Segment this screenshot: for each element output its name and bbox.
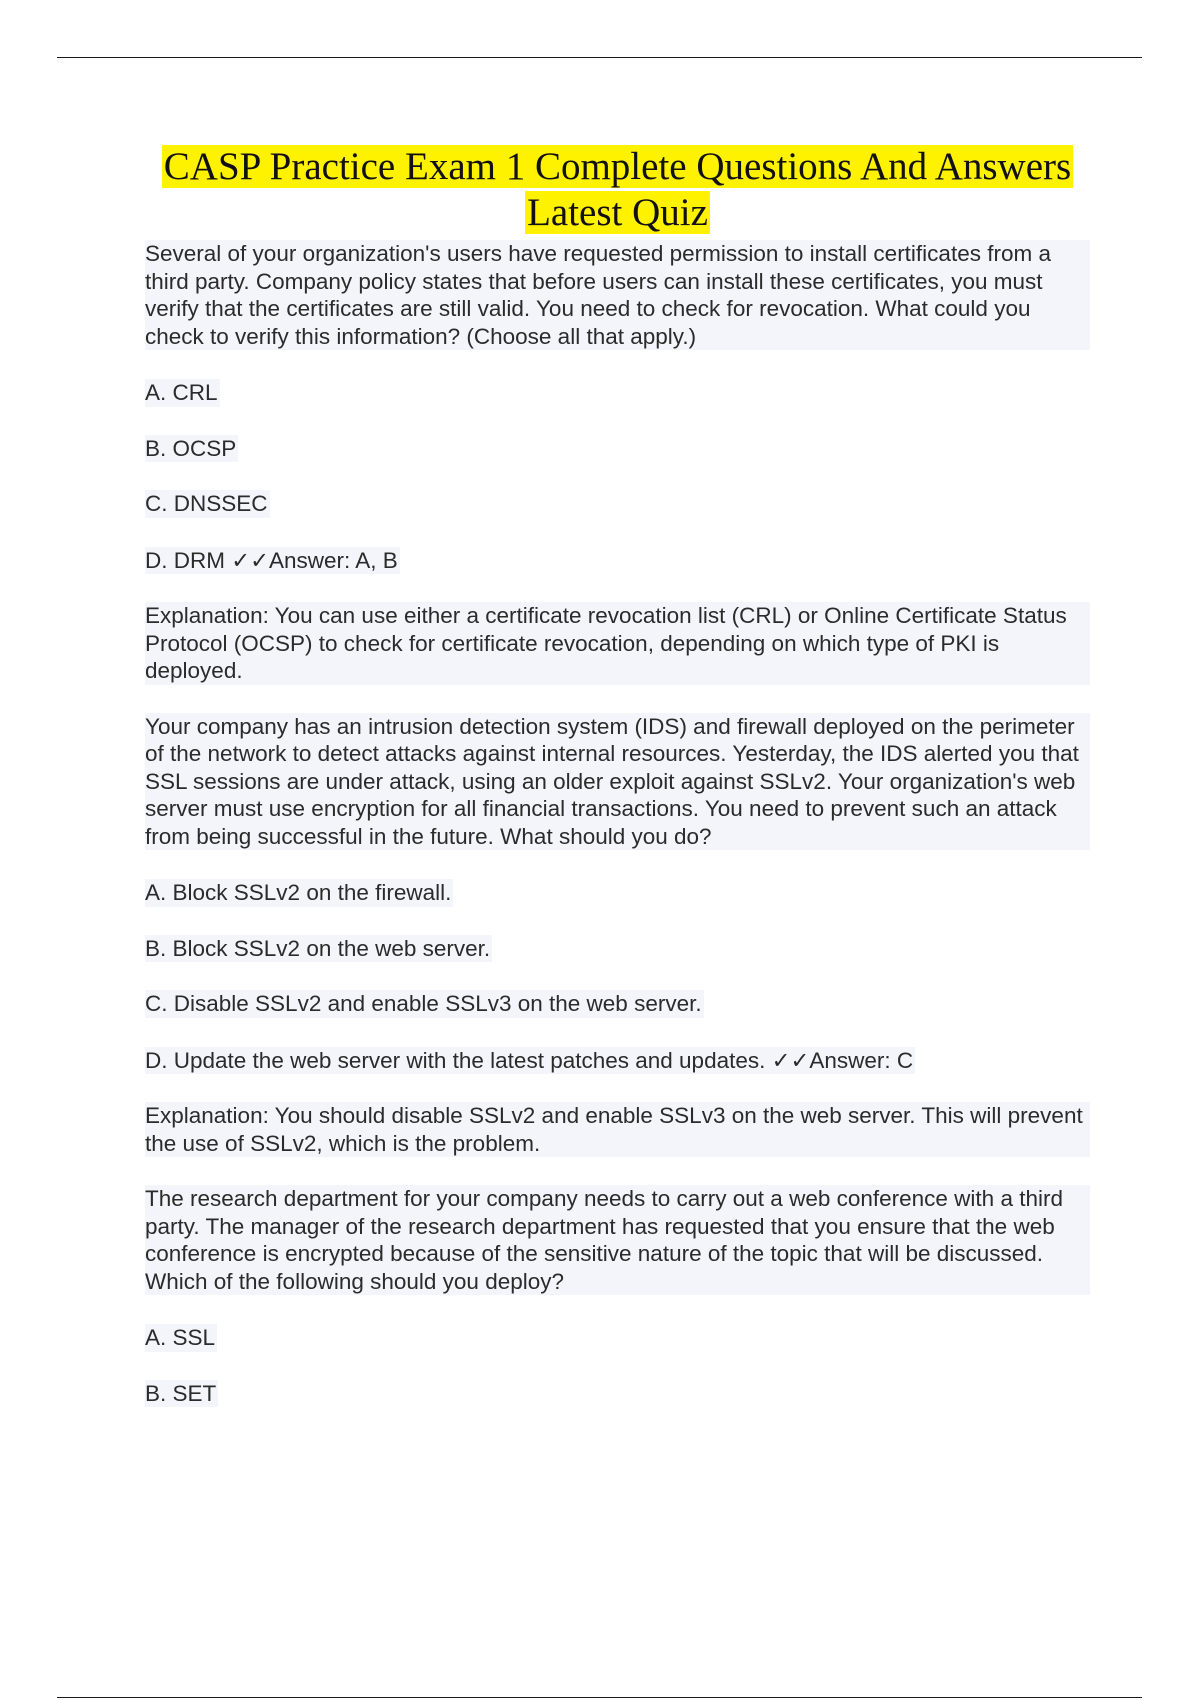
header-rule (57, 57, 1142, 58)
question-2-option-b: B. Block SSLv2 on the web server. (145, 935, 491, 961)
question-3-option-b: B. SET (145, 1380, 217, 1406)
question-1-option-c: C. DNSSEC (145, 491, 268, 516)
question-1-option-a: A. CRL (145, 380, 218, 405)
question-2-explanation: Explanation: You should disable SSLv2 and enable SSLv3 on the web server. This will prevent the use of SSLv2, which is the problem. (145, 1102, 1090, 1157)
question-1-option-d-answer: D. DRM ✓✓Answer: A, B (145, 547, 398, 573)
question-2-option-d-answer: D. Update the web server with the latest patches and updates. ✓✓Answer: C (145, 1047, 914, 1073)
question-1-option-b: B. OCSP (145, 435, 237, 461)
question-3-text: The research department for your company needs to carry out a web conference with a third party. The manager of the research department has requested that you ensure that the web conference is encrypted because of the sensitive nature of the topic that will be discussed. Which of the following should you deploy? (145, 1185, 1090, 1295)
document-title: CASP Practice Exam 1 Complete Questions And Answers Latest Quiz (163, 145, 1072, 234)
document-body (145, 144, 1090, 1407)
footer-rule (57, 1697, 1142, 1698)
question-3-option-a: A. SSL (145, 1325, 216, 1350)
question-1-explanation: Explanation: You can use either a certificate revocation list (CRL) or Online Certificate Status Protocol (OCSP) to check for certificate revocation, depending on which type of PKI is deployed. (145, 602, 1090, 685)
question-1-text: Several of your organization's users have requested permission to install certificates from a third party. Company policy states that before users can install these certificates, you must verify that the certificates are still valid. You need to check for revocation. What could you check to verify this information? (Choose all that apply.) (145, 240, 1090, 350)
question-2-option-c: C. Disable SSLv2 and enable SSLv3 on the web server. (145, 991, 702, 1016)
question-2-text: Your company has an intrusion detection system (IDS) and firewall deployed on the perimeter of the network to detect attacks against internal resources. Yesterday, the IDS alerted you that SSL sessions are under attack, using an older exploit against SSLv2. Your organization's web server must use encryption for all financial transactions. You need to prevent such an attack from being successful in the future. What should you do? (145, 713, 1090, 851)
question-2-option-a: A. Block SSLv2 on the firewall. (145, 880, 452, 905)
